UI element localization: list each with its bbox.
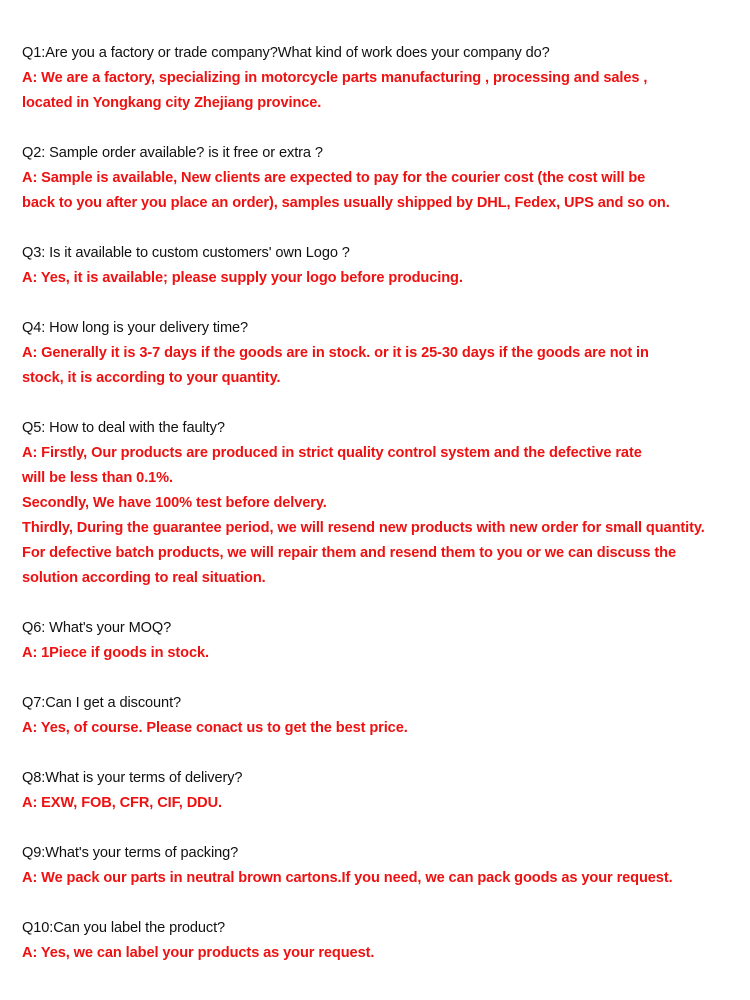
faq-item-q2: [22, 141, 748, 216]
faq-question: Q8:What is your terms of delivery?: [22, 770, 243, 786]
faq-item-q9: [22, 841, 748, 891]
faq-item-q8: [22, 766, 748, 816]
faq-item-q1: [22, 41, 748, 116]
faq-item-q6: [22, 616, 748, 666]
faq-answer-line: A: We are a factory, specializing in motorcycle parts manufacturing , processing and sales ,: [22, 70, 648, 86]
faq-answer-line: A: Firstly, Our products are produced in strict quality control system and the defective rate: [22, 445, 642, 461]
faq-answer-line: A: Yes, of course. Please conact us to get the best price.: [22, 720, 408, 736]
faq-item-q4: [22, 316, 748, 391]
faq-answer-line: A: 1Piece if goods in stock.: [22, 645, 209, 661]
faq-list: [22, 41, 748, 991]
faq-answer-line: A: Generally it is 3-7 days if the goods are in stock. or it is 25-30 days if the goods are not in: [22, 345, 649, 361]
faq-answer-line: solution according to real situation.: [22, 570, 266, 586]
faq-question: Q5: How to deal with the faulty?: [22, 420, 225, 436]
faq-answer-line: A: Yes, it is available; please supply your logo before producing.: [22, 270, 463, 286]
faq-question: Q9:What's your terms of packing?: [22, 845, 239, 861]
faq-item-q7: [22, 691, 748, 741]
faq-answer-line: For defective batch products, we will repair them and resend them to you or we can discuss the: [22, 545, 676, 561]
faq-item-q5: [22, 416, 748, 591]
faq-answer-line: A: We pack our parts in neutral brown cartons.If you need, we can pack goods as your request.: [22, 870, 673, 886]
faq-answer-line: located in Yongkang city Zhejiang province.: [22, 95, 322, 111]
faq-answer-line: A: EXW, FOB, CFR, CIF, DDU.: [22, 795, 222, 811]
faq-answer-line: A: Sample is available, New clients are expected to pay for the courier cost (the cost will be: [22, 170, 646, 186]
faq-answer-line: will be less than 0.1%.: [22, 470, 173, 486]
faq-answer-line: Thirdly, During the guarantee period, we will resend new products with new order for small quantity.: [22, 520, 705, 536]
faq-answer-line: stock, it is according to your quantity.: [22, 370, 281, 386]
faq-answer-line: A: Yes, we can label your products as your request.: [22, 945, 375, 961]
faq-question: Q3: Is it available to custom customers' own Logo ?: [22, 245, 350, 261]
faq-question: Q2: Sample order available? is it free or extra ?: [22, 145, 323, 161]
faq-question: Q10:Can you label the product?: [22, 920, 226, 936]
faq-question: Q4: How long is your delivery time?: [22, 320, 249, 336]
faq-answer-line: back to you after you place an order), samples usually shipped by DHL, Fedex, UPS and so on.: [22, 195, 670, 211]
faq-question: Q6: What's your MOQ?: [22, 620, 172, 636]
faq-item-q10: [22, 916, 748, 966]
faq-item-q3: [22, 241, 748, 291]
faq-answer-line: Secondly, We have 100% test before delvery.: [22, 495, 327, 511]
faq-question: Q7:Can I get a discount?: [22, 695, 182, 711]
faq-question: Q1:Are you a factory or trade company?What kind of work does your company do?: [22, 45, 550, 61]
